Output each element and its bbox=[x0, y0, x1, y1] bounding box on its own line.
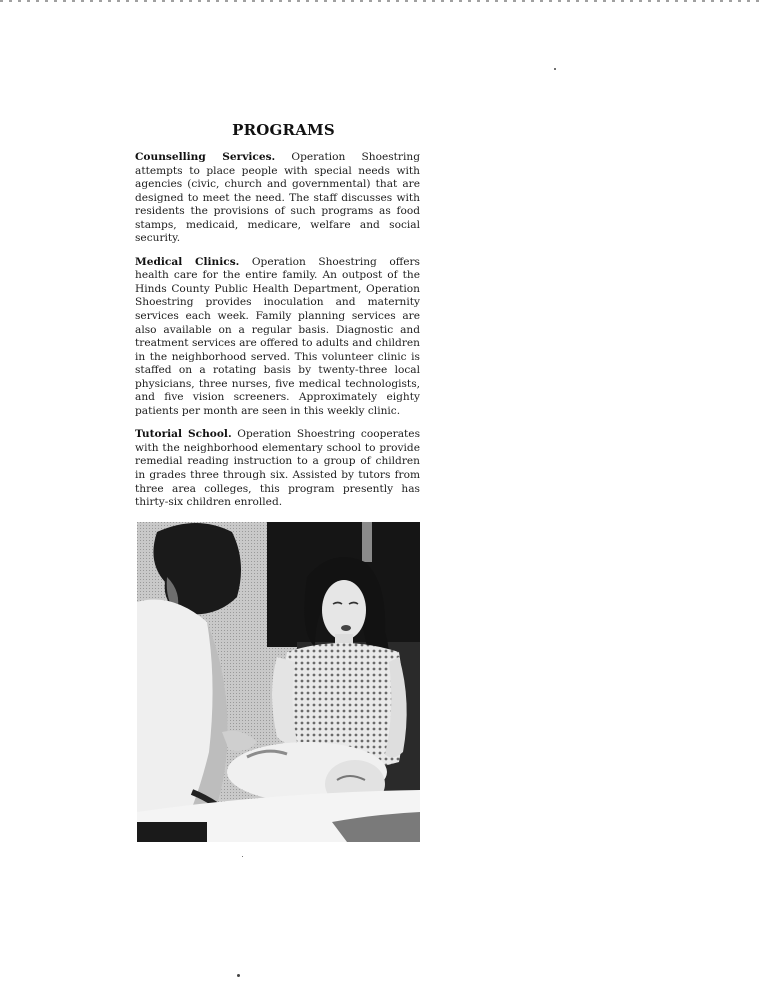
clinic-photo bbox=[137, 522, 420, 842]
section-heading: Medical Clinics. bbox=[135, 255, 240, 268]
section-text: Operation Shoestring attempts to place people with special needs with agencies (civic, church and governmental) that are designed to meet the need. The staff discusses with residents the provisions of such programs as food stamps, medicaid, medicare, welfare and social security. bbox=[135, 151, 420, 245]
tutorial-school-paragraph bbox=[135, 428, 420, 509]
scan-speck bbox=[554, 68, 556, 70]
document-body bbox=[135, 121, 420, 520]
clinic-photo-illustration bbox=[137, 522, 420, 842]
section-heading: Counselling Services. bbox=[135, 151, 276, 163]
section-heading: Tutorial School. bbox=[135, 428, 232, 441]
scan-edge-artifact bbox=[0, 0, 763, 2]
scan-speck bbox=[242, 856, 243, 857]
scan-speck bbox=[237, 974, 240, 977]
medical-clinics-paragraph bbox=[135, 256, 420, 419]
page-title: PROGRAMS bbox=[232, 121, 335, 139]
section-text: Operation Shoestring cooperates with the neighborhood elementary school to provide remedial reading instruction to a group of children in grades three through six. Assisted by tutors from three area colleges, this program presently has thirty-six children enrolled. bbox=[135, 428, 421, 509]
section-text: Operation Shoestring offers health care for the entire family. An outpost of the Hinds County Public Health Department, Operation Shoestring provides inoculation and maternity services each week. Family planning services are also available on a regular basis. Diagnostic and treatment services are offered to adults and children in the neighborhood served. This volunteer clinic is staffed on a rotating basis by twenty-three local physicians, three nurses, five medical technologists, and five vision screeners. Approximately eighty patients per month are seen in this weekly clinic. bbox=[135, 255, 420, 417]
counselling-services-paragraph bbox=[135, 151, 420, 246]
